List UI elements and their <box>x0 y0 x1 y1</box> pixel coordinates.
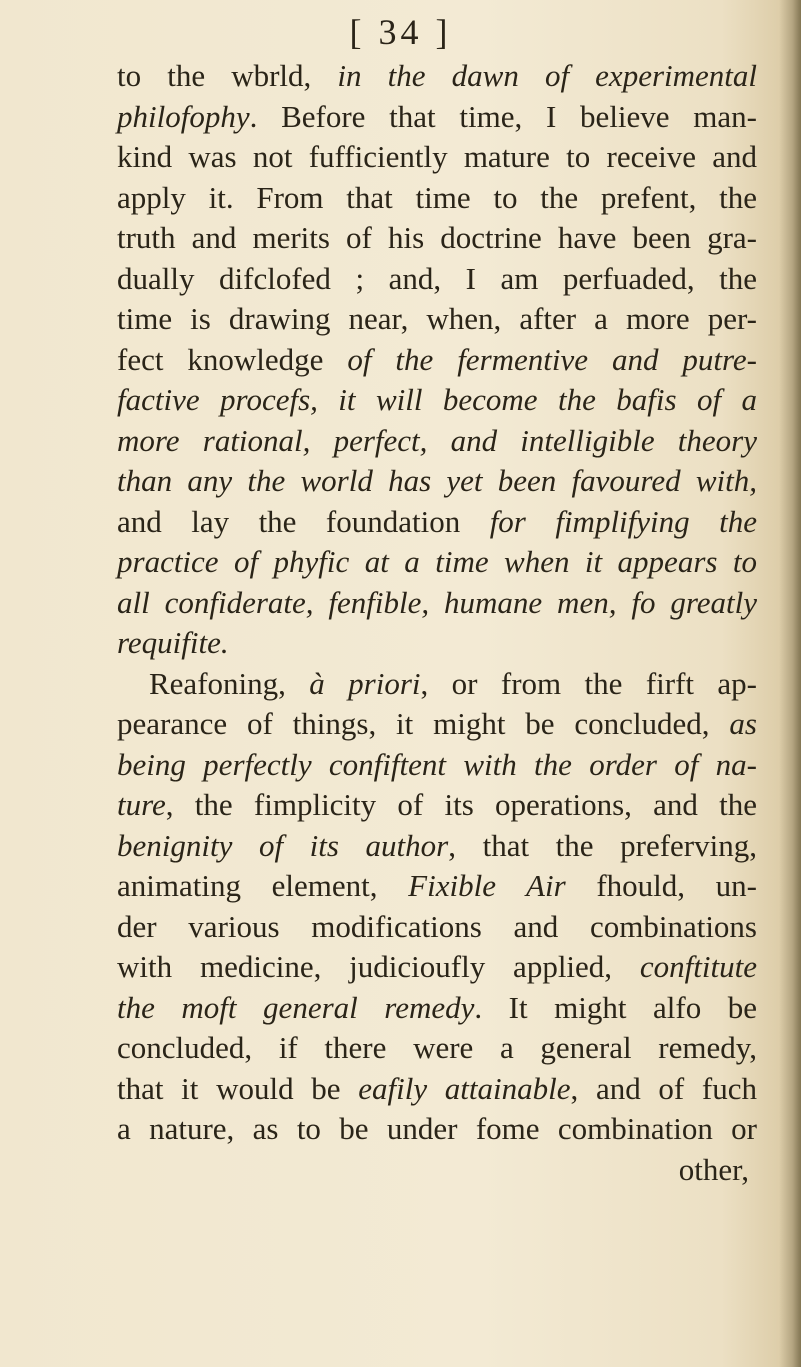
text-line <box>117 380 757 421</box>
text-span: Reafoning, <box>149 665 310 701</box>
text-span: concluded, if there were a general remedy, <box>117 1030 757 1065</box>
text-line <box>117 137 757 178</box>
text-span: than any the world has yet been favoured with, <box>117 463 757 498</box>
text-line <box>117 583 757 624</box>
text-line <box>117 664 757 705</box>
text-span: fhould, un- <box>565 868 757 903</box>
text-line <box>117 988 757 1029</box>
text-line <box>117 907 757 948</box>
text-line <box>117 259 757 300</box>
text-span: to the wbrld, <box>117 58 338 93</box>
text-span: with medicine, judicioufly applied, <box>117 949 640 984</box>
text-span: benignity of its author <box>117 827 449 863</box>
text-span: as <box>729 706 757 741</box>
text-line <box>117 826 757 867</box>
text-span: ture <box>117 787 166 822</box>
text-span: pearance of things, it might be concluded, <box>117 706 730 741</box>
text-span: a nature, as to be under fome combination or <box>117 1111 757 1146</box>
text-line <box>117 218 757 259</box>
text-line <box>117 421 757 462</box>
text-line <box>117 1069 757 1110</box>
text-span: factive procefs, it will become the bafis of a <box>117 382 757 417</box>
text-span: in the dawn of experimental <box>337 58 757 93</box>
text-span: time is drawing near, when, after a more per- <box>117 301 757 336</box>
text-span: kind was not fufficiently mature to receive and <box>117 139 757 174</box>
text-span: requifite. <box>117 625 229 660</box>
text-line <box>117 745 757 786</box>
text-span: , or from the firft ap- <box>420 665 757 701</box>
text-span: for fimplifying the <box>489 503 757 539</box>
text-line <box>117 461 757 502</box>
text-span: being perfectly confiftent with the order of na- <box>117 746 757 782</box>
page-number: [ 34 ] <box>349 12 452 52</box>
page-edge-shadow <box>779 0 801 1367</box>
text-span: more rational, perfect, and intelligible theory <box>117 422 757 458</box>
text-line <box>117 1150 757 1191</box>
text-span: the moft general remedy <box>117 989 475 1025</box>
text-span: à priori <box>309 665 421 701</box>
text-line <box>117 623 757 664</box>
text-span: animating element, <box>117 868 409 903</box>
text-span: conftitute <box>639 949 757 984</box>
text-span: dually difclofed ; and, I am perfuaded, the <box>117 260 757 296</box>
text-line <box>117 947 757 988</box>
text-span: , that the preferving, <box>448 827 757 863</box>
text-span: eafily attainable <box>358 1070 571 1106</box>
body-text <box>117 56 757 1190</box>
text-line <box>117 866 757 907</box>
text-span: all confiderate, fenfible, humane men, fo greatly <box>117 584 757 620</box>
text-span: philofophy <box>117 98 250 134</box>
text-line <box>117 502 757 543</box>
text-line <box>117 542 757 583</box>
text-span: . Before that time, I believe man- <box>249 98 757 134</box>
text-span: other, <box>678 1151 749 1187</box>
text-line <box>117 1109 757 1150</box>
text-line <box>117 299 757 340</box>
text-span: fect knowledge <box>117 341 348 377</box>
text-line <box>117 704 757 745</box>
text-line <box>117 97 757 138</box>
text-span: and lay the foundation <box>117 503 490 539</box>
text-span: that it would be <box>117 1070 359 1106</box>
text-span: apply it. From that time to the prefent, the <box>117 179 757 215</box>
text-line <box>117 178 757 219</box>
text-span: , and of fuch <box>570 1070 757 1106</box>
text-span: truth and merits of his doctrine have been gra- <box>117 220 757 255</box>
text-span: practice of phyfic at a time when it appears to <box>117 544 757 579</box>
text-span: of the fermentive and putre- <box>347 341 757 377</box>
text-line <box>117 1028 757 1069</box>
text-line <box>117 340 757 381</box>
text-span: Fixible Air <box>408 868 566 903</box>
text-span: der various modifications and combinations <box>117 908 757 944</box>
text-line <box>117 785 757 826</box>
text-span: , the fimplicity of its operations, and the <box>165 787 757 822</box>
text-span: . It might alfo be <box>474 989 757 1025</box>
text-line <box>117 56 757 97</box>
